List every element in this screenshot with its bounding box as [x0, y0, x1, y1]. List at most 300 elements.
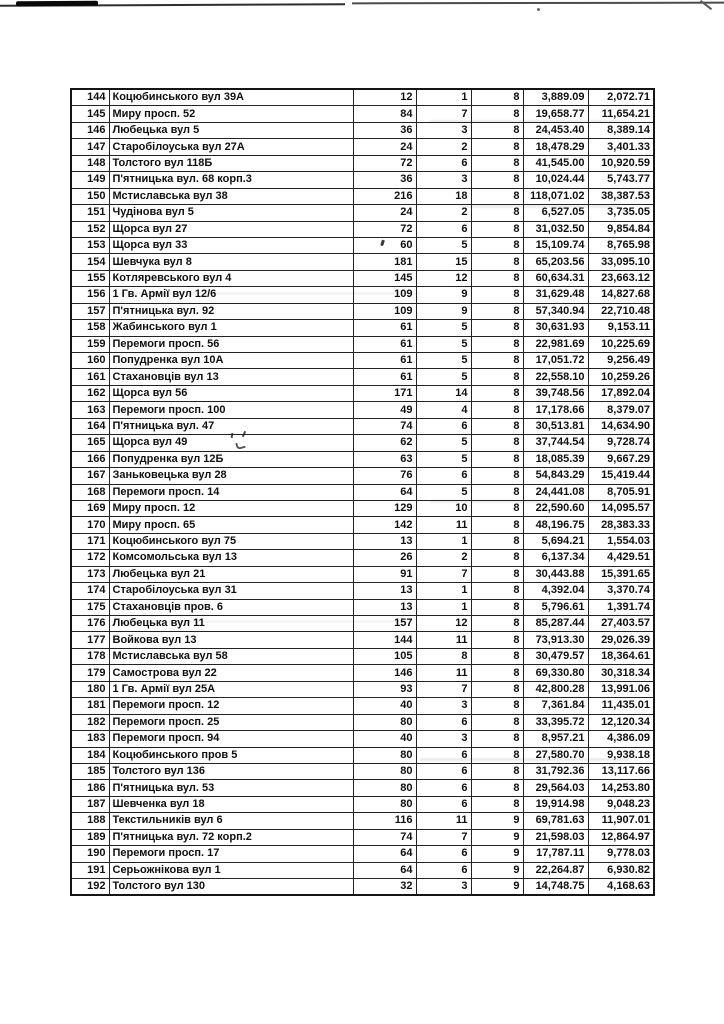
- amount-cell-2: 9,728.74: [588, 435, 654, 451]
- amount-cell-1: 5,796.61: [523, 599, 588, 615]
- amount-cell-2: 14,827.68: [588, 287, 654, 303]
- row-number-cell: 150: [71, 188, 109, 204]
- value-cell-1: 80: [353, 747, 416, 763]
- amount-cell-2: 8,389.14: [588, 122, 654, 138]
- value-cell-1: 32: [353, 879, 416, 896]
- row-number-cell: 181: [71, 698, 109, 714]
- scan-artifact-dot: [537, 8, 540, 11]
- amount-cell-2: 9,048.23: [588, 796, 654, 812]
- amount-cell-1: 17,178.66: [523, 402, 588, 418]
- amount-cell-1: 19,658.77: [523, 106, 588, 122]
- row-number-cell: 165: [71, 435, 109, 451]
- amount-cell-2: 15,391.65: [588, 566, 654, 582]
- value-cell-1: 49: [353, 402, 416, 418]
- address-cell: Войкова вул 13: [109, 632, 353, 648]
- value-cell-1: 72: [353, 221, 416, 237]
- value-cell-3: 8: [471, 632, 523, 648]
- value-cell-2: 5: [416, 451, 471, 467]
- amount-cell-2: 13,991.06: [588, 681, 654, 697]
- table-row: [71, 254, 654, 270]
- value-cell-3: 9: [471, 862, 523, 878]
- table-row: [71, 648, 654, 664]
- amount-cell-2: 11,435.01: [588, 698, 654, 714]
- row-number-cell: 160: [71, 353, 109, 369]
- value-cell-1: 80: [353, 796, 416, 812]
- table-row: [71, 172, 654, 188]
- table-row: [71, 188, 654, 204]
- address-cell: Перемоги просп. 17: [109, 846, 353, 862]
- address-cell: Котляревського вул 4: [109, 270, 353, 286]
- table-row: [71, 698, 654, 714]
- value-cell-2: 1: [416, 533, 471, 549]
- value-cell-3: 9: [471, 879, 523, 896]
- address-cell: 1 Гв. Армії вул 25А: [109, 681, 353, 697]
- row-number-cell: 182: [71, 714, 109, 730]
- address-cell: Коцюбинського вул 39А: [109, 89, 353, 106]
- amount-cell-1: 30,479.57: [523, 648, 588, 664]
- amount-cell-2: 13,117.66: [588, 763, 654, 779]
- address-cell: Перемоги просп. 12: [109, 698, 353, 714]
- amount-cell-1: 57,340.94: [523, 303, 588, 319]
- row-number-cell: 145: [71, 106, 109, 122]
- address-cell: П'ятницька вул. 53: [109, 780, 353, 796]
- address-cell: Перемоги просп. 25: [109, 714, 353, 730]
- row-number-cell: 169: [71, 500, 109, 516]
- address-cell: Текстильників вул 6: [109, 813, 353, 829]
- value-cell-2: 6: [416, 468, 471, 484]
- value-cell-3: 8: [471, 517, 523, 533]
- value-cell-3: 8: [471, 714, 523, 730]
- value-cell-2: 12: [416, 616, 471, 632]
- value-cell-2: 5: [416, 369, 471, 385]
- row-number-cell: 190: [71, 846, 109, 862]
- value-cell-3: 8: [471, 205, 523, 221]
- amount-cell-2: 30,318.34: [588, 665, 654, 681]
- value-cell-1: 181: [353, 254, 416, 270]
- value-cell-2: 7: [416, 829, 471, 845]
- table-body: [71, 89, 654, 895]
- value-cell-3: 9: [471, 829, 523, 845]
- table-row: [71, 731, 654, 747]
- value-cell-1: 116: [353, 813, 416, 829]
- value-cell-3: 8: [471, 550, 523, 566]
- row-number-cell: 188: [71, 813, 109, 829]
- value-cell-2: 6: [416, 221, 471, 237]
- value-cell-3: 8: [471, 468, 523, 484]
- address-cell: Комсомольська вул 13: [109, 550, 353, 566]
- amount-cell-2: 14,634.90: [588, 418, 654, 434]
- amount-cell-2: 10,920.59: [588, 155, 654, 171]
- table-row: [71, 336, 654, 352]
- amount-cell-1: 29,564.03: [523, 780, 588, 796]
- value-cell-2: 6: [416, 862, 471, 878]
- row-number-cell: 187: [71, 796, 109, 812]
- amount-cell-1: 14,748.75: [523, 879, 588, 896]
- value-cell-1: 84: [353, 106, 416, 122]
- value-cell-3: 8: [471, 320, 523, 336]
- value-cell-2: 14: [416, 385, 471, 401]
- row-number-cell: 151: [71, 205, 109, 221]
- amount-cell-1: 24,453.40: [523, 122, 588, 138]
- address-cell: П'ятницька вул. 47: [109, 418, 353, 434]
- value-cell-3: 8: [471, 747, 523, 763]
- value-cell-3: 8: [471, 89, 523, 106]
- amount-cell-1: 22,558.10: [523, 369, 588, 385]
- amount-cell-1: 3,889.09: [523, 89, 588, 106]
- amount-cell-2: 9,938.18: [588, 747, 654, 763]
- table-row: [71, 747, 654, 763]
- amount-cell-2: 9,667.29: [588, 451, 654, 467]
- address-cell: П'ятницька вул. 72 корп.2: [109, 829, 353, 845]
- amount-cell-1: 69,781.63: [523, 813, 588, 829]
- value-cell-3: 8: [471, 122, 523, 138]
- value-cell-3: 8: [471, 435, 523, 451]
- value-cell-2: 5: [416, 353, 471, 369]
- address-cell: Старобілоуська вул 27А: [109, 139, 353, 155]
- addresses-charges-table: [70, 88, 655, 896]
- value-cell-3: 8: [471, 106, 523, 122]
- row-number-cell: 155: [71, 270, 109, 286]
- table-row: [71, 517, 654, 533]
- amount-cell-1: 118,071.02: [523, 188, 588, 204]
- value-cell-2: 6: [416, 763, 471, 779]
- address-cell: Перемоги просп. 56: [109, 336, 353, 352]
- row-number-cell: 156: [71, 287, 109, 303]
- address-cell: Любецька вул 21: [109, 566, 353, 582]
- table-row: [71, 89, 654, 106]
- amount-cell-2: 18,364.61: [588, 648, 654, 664]
- address-cell: Коцюбинського пров 5: [109, 747, 353, 763]
- value-cell-3: 8: [471, 648, 523, 664]
- row-number-cell: 179: [71, 665, 109, 681]
- amount-cell-2: 10,225.69: [588, 336, 654, 352]
- value-cell-3: 8: [471, 583, 523, 599]
- address-cell: Попудренка вул 10А: [109, 353, 353, 369]
- value-cell-3: 8: [471, 270, 523, 286]
- row-number-cell: 176: [71, 616, 109, 632]
- value-cell-2: 9: [416, 303, 471, 319]
- row-number-cell: 186: [71, 780, 109, 796]
- row-number-cell: 162: [71, 385, 109, 401]
- value-cell-1: 13: [353, 599, 416, 615]
- amount-cell-1: 31,792.36: [523, 763, 588, 779]
- value-cell-2: 9: [416, 287, 471, 303]
- value-cell-3: 8: [471, 484, 523, 500]
- value-cell-2: 5: [416, 435, 471, 451]
- table-row: [71, 500, 654, 516]
- amount-cell-2: 23,663.12: [588, 270, 654, 286]
- table-row: [71, 566, 654, 582]
- value-cell-2: 7: [416, 681, 471, 697]
- address-cell: П'ятницька вул. 92: [109, 303, 353, 319]
- amount-cell-1: 7,361.84: [523, 698, 588, 714]
- amount-cell-2: 14,253.80: [588, 780, 654, 796]
- amount-cell-2: 9,256.49: [588, 353, 654, 369]
- row-number-cell: 171: [71, 533, 109, 549]
- row-number-cell: 170: [71, 517, 109, 533]
- amount-cell-1: 15,109.74: [523, 237, 588, 253]
- value-cell-2: 6: [416, 714, 471, 730]
- amount-cell-1: 30,631.93: [523, 320, 588, 336]
- value-cell-1: 105: [353, 648, 416, 664]
- table-row: [71, 862, 654, 878]
- value-cell-2: 1: [416, 599, 471, 615]
- amount-cell-1: 42,800.28: [523, 681, 588, 697]
- value-cell-2: 2: [416, 550, 471, 566]
- amount-cell-2: 8,765.98: [588, 237, 654, 253]
- value-cell-3: 8: [471, 451, 523, 467]
- amount-cell-2: 11,907.01: [588, 813, 654, 829]
- amount-cell-1: 37,744.54: [523, 435, 588, 451]
- table-row: [71, 221, 654, 237]
- address-cell: Щорса вул 33: [109, 237, 353, 253]
- address-cell: Шевчука вул 8: [109, 254, 353, 270]
- scan-artifact-top-line-right: [352, 2, 724, 4]
- table-row: [71, 353, 654, 369]
- value-cell-1: 60: [353, 237, 416, 253]
- amount-cell-1: 41,545.00: [523, 155, 588, 171]
- value-cell-1: 61: [353, 353, 416, 369]
- value-cell-3: 8: [471, 287, 523, 303]
- address-cell: Щорса вул 27: [109, 221, 353, 237]
- row-number-cell: 166: [71, 451, 109, 467]
- row-number-cell: 154: [71, 254, 109, 270]
- amount-cell-1: 69,330.80: [523, 665, 588, 681]
- amount-cell-2: 6,930.82: [588, 862, 654, 878]
- address-cell: Попудренка вул 12Б: [109, 451, 353, 467]
- value-cell-3: 8: [471, 172, 523, 188]
- amount-cell-2: 29,026.39: [588, 632, 654, 648]
- row-number-cell: 183: [71, 731, 109, 747]
- address-cell: Самострова вул 22: [109, 665, 353, 681]
- amount-cell-2: 4,386.09: [588, 731, 654, 747]
- amount-cell-2: 27,403.57: [588, 616, 654, 632]
- amount-cell-2: 11,654.21: [588, 106, 654, 122]
- value-cell-1: 157: [353, 616, 416, 632]
- amount-cell-1: 18,478.29: [523, 139, 588, 155]
- value-cell-1: 80: [353, 780, 416, 796]
- value-cell-1: 80: [353, 763, 416, 779]
- amount-cell-1: 6,137.34: [523, 550, 588, 566]
- address-cell: Толстого вул 118Б: [109, 155, 353, 171]
- amount-cell-1: 31,032.50: [523, 221, 588, 237]
- value-cell-2: 5: [416, 484, 471, 500]
- amount-cell-2: 9,153.11: [588, 320, 654, 336]
- table-row: [71, 385, 654, 401]
- value-cell-3: 8: [471, 698, 523, 714]
- amount-cell-1: 17,787.11: [523, 846, 588, 862]
- amount-cell-1: 31,629.48: [523, 287, 588, 303]
- amount-cell-1: 10,024.44: [523, 172, 588, 188]
- value-cell-2: 3: [416, 122, 471, 138]
- table-row: [71, 632, 654, 648]
- row-number-cell: 189: [71, 829, 109, 845]
- table-row: [71, 879, 654, 896]
- value-cell-2: 5: [416, 320, 471, 336]
- value-cell-3: 8: [471, 681, 523, 697]
- value-cell-3: 8: [471, 566, 523, 582]
- amount-cell-2: 1,554.03: [588, 533, 654, 549]
- value-cell-2: 10: [416, 500, 471, 516]
- row-number-cell: 152: [71, 221, 109, 237]
- row-number-cell: 177: [71, 632, 109, 648]
- address-cell: Чудінова вул 5: [109, 205, 353, 221]
- value-cell-3: 8: [471, 221, 523, 237]
- amount-cell-2: 14,095.57: [588, 500, 654, 516]
- amount-cell-1: 21,598.03: [523, 829, 588, 845]
- value-cell-1: 62: [353, 435, 416, 451]
- value-cell-3: 9: [471, 813, 523, 829]
- table-row: [71, 796, 654, 812]
- value-cell-2: 11: [416, 632, 471, 648]
- value-cell-2: 6: [416, 780, 471, 796]
- value-cell-3: 8: [471, 353, 523, 369]
- row-number-cell: 147: [71, 139, 109, 155]
- table-row: [71, 484, 654, 500]
- table-row: [71, 763, 654, 779]
- address-cell: Жабинського вул 1: [109, 320, 353, 336]
- scan-artifact-top-blob: [16, 1, 98, 7]
- value-cell-1: 64: [353, 484, 416, 500]
- address-cell: Мстиславська вул 58: [109, 648, 353, 664]
- value-cell-3: 8: [471, 418, 523, 434]
- table-row: [71, 270, 654, 286]
- value-cell-2: 7: [416, 106, 471, 122]
- table-row: [71, 402, 654, 418]
- address-cell: Миру просп. 12: [109, 500, 353, 516]
- value-cell-3: 8: [471, 385, 523, 401]
- value-cell-1: 13: [353, 583, 416, 599]
- value-cell-1: 142: [353, 517, 416, 533]
- amount-cell-1: 6,527.05: [523, 205, 588, 221]
- address-cell: Стахановців вул 13: [109, 369, 353, 385]
- address-cell: Шевченка вул 18: [109, 796, 353, 812]
- table-row: [71, 303, 654, 319]
- value-cell-1: 129: [353, 500, 416, 516]
- amount-cell-1: 18,085.39: [523, 451, 588, 467]
- value-cell-2: 3: [416, 879, 471, 896]
- address-cell: Щорса вул 56: [109, 385, 353, 401]
- value-cell-2: 6: [416, 747, 471, 763]
- table-row: [71, 681, 654, 697]
- address-cell: Любецька вул 5: [109, 122, 353, 138]
- value-cell-2: 11: [416, 517, 471, 533]
- amount-cell-1: 54,843.29: [523, 468, 588, 484]
- amount-cell-2: 12,864.97: [588, 829, 654, 845]
- amount-cell-2: 4,429.51: [588, 550, 654, 566]
- value-cell-2: 5: [416, 237, 471, 253]
- value-cell-1: 24: [353, 139, 416, 155]
- value-cell-3: 8: [471, 139, 523, 155]
- row-number-cell: 168: [71, 484, 109, 500]
- value-cell-2: 8: [416, 648, 471, 664]
- amount-cell-2: 3,735.05: [588, 205, 654, 221]
- table-row: [71, 616, 654, 632]
- amount-cell-2: 15,419.44: [588, 468, 654, 484]
- row-number-cell: 167: [71, 468, 109, 484]
- amount-cell-2: 12,120.34: [588, 714, 654, 730]
- table-row: [71, 205, 654, 221]
- address-cell: Миру просп. 65: [109, 517, 353, 533]
- address-cell: Старобілоуська вул 31: [109, 583, 353, 599]
- address-cell: Серьожнікова вул 1: [109, 862, 353, 878]
- address-cell: Толстого вул 130: [109, 879, 353, 896]
- amount-cell-2: 22,710.48: [588, 303, 654, 319]
- value-cell-3: 8: [471, 665, 523, 681]
- value-cell-1: 93: [353, 681, 416, 697]
- value-cell-2: 3: [416, 731, 471, 747]
- amount-cell-1: 22,981.69: [523, 336, 588, 352]
- value-cell-1: 13: [353, 533, 416, 549]
- row-number-cell: 146: [71, 122, 109, 138]
- value-cell-1: 61: [353, 336, 416, 352]
- value-cell-1: 144: [353, 632, 416, 648]
- amount-cell-2: 33,095.10: [588, 254, 654, 270]
- amount-cell-1: 4,392.04: [523, 583, 588, 599]
- value-cell-3: 8: [471, 599, 523, 615]
- value-cell-1: 12: [353, 89, 416, 106]
- value-cell-2: 1: [416, 583, 471, 599]
- value-cell-3: 8: [471, 763, 523, 779]
- value-cell-1: 145: [353, 270, 416, 286]
- value-cell-1: 64: [353, 846, 416, 862]
- value-cell-3: 8: [471, 155, 523, 171]
- amount-cell-1: 48,196.75: [523, 517, 588, 533]
- row-number-cell: 163: [71, 402, 109, 418]
- value-cell-1: 91: [353, 566, 416, 582]
- row-number-cell: 164: [71, 418, 109, 434]
- table-row: [71, 435, 654, 451]
- value-cell-3: 8: [471, 402, 523, 418]
- amount-cell-1: 30,513.81: [523, 418, 588, 434]
- amount-cell-2: 3,370.74: [588, 583, 654, 599]
- value-cell-3: 8: [471, 369, 523, 385]
- amount-cell-1: 33,395.72: [523, 714, 588, 730]
- value-cell-3: 8: [471, 303, 523, 319]
- amount-cell-1: 73,913.30: [523, 632, 588, 648]
- address-cell: Миру просп. 52: [109, 106, 353, 122]
- table-row: [71, 451, 654, 467]
- value-cell-3: 8: [471, 336, 523, 352]
- address-cell: Щорса вул 49: [109, 435, 353, 451]
- value-cell-2: 2: [416, 205, 471, 221]
- address-cell: Заньковецька вул 28: [109, 468, 353, 484]
- amount-cell-1: 22,264.87: [523, 862, 588, 878]
- row-number-cell: 184: [71, 747, 109, 763]
- value-cell-1: 74: [353, 829, 416, 845]
- amount-cell-1: 39,748.56: [523, 385, 588, 401]
- amount-cell-2: 17,892.04: [588, 385, 654, 401]
- address-cell: Любецька вул 11: [109, 616, 353, 632]
- address-cell: Перемоги просп. 100: [109, 402, 353, 418]
- row-number-cell: 192: [71, 879, 109, 896]
- table-row: [71, 106, 654, 122]
- amount-cell-1: 17,051.72: [523, 353, 588, 369]
- amount-cell-1: 22,590.60: [523, 500, 588, 516]
- address-cell: Стахановців пров. 6: [109, 599, 353, 615]
- amount-cell-2: 9,778.03: [588, 846, 654, 862]
- amount-cell-2: 3,401.33: [588, 139, 654, 155]
- amount-cell-2: 1,391.74: [588, 599, 654, 615]
- table-row: [71, 155, 654, 171]
- row-number-cell: 148: [71, 155, 109, 171]
- value-cell-3: 8: [471, 237, 523, 253]
- row-number-cell: 149: [71, 172, 109, 188]
- amount-cell-1: 65,203.56: [523, 254, 588, 270]
- row-number-cell: 175: [71, 599, 109, 615]
- address-cell: Перемоги просп. 94: [109, 731, 353, 747]
- row-number-cell: 144: [71, 89, 109, 106]
